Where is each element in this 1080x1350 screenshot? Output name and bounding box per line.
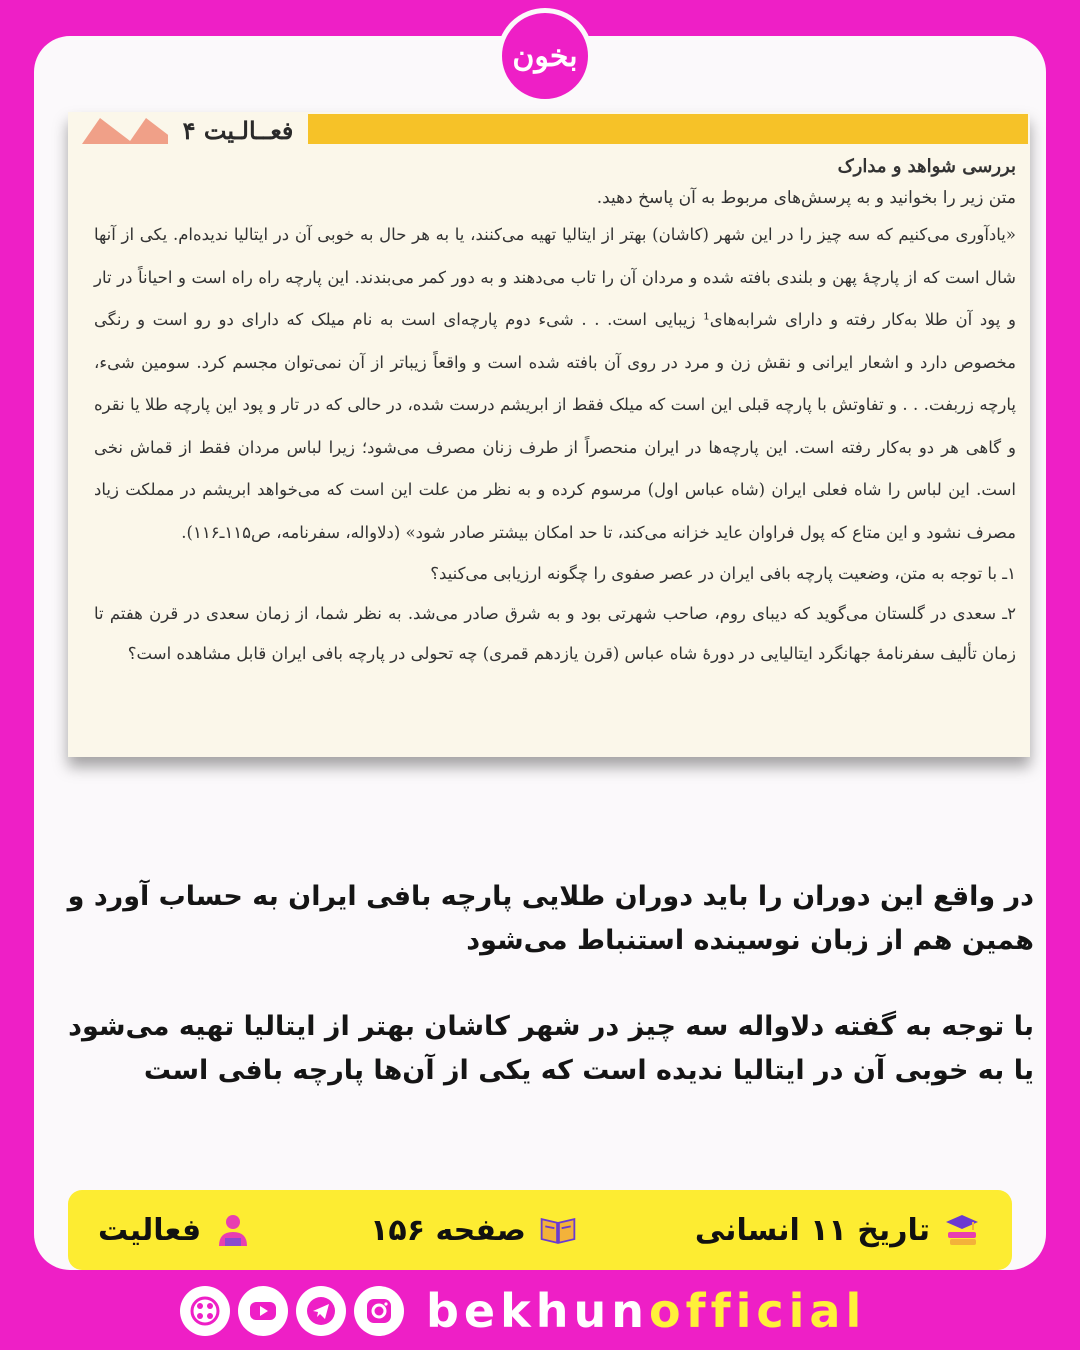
- activity-quote: «یادآوری می‌کنیم که سه چیز را در این شهر (کاشان) بهتر از ایتالیا تهیه می‌کنند، یا به هر حال به خوبی آن در ایتالیا ندیده‌ام. یکی از آنها شال است که از پارچهٔ پهن و بلندی بافته شده و مردان آن را تاب می‌دهند و به دور کمر می‌بندند. این پارچه راه راه است و احیاناً در تار و پود آن طلا به‌کار رفته و دارای شرابه‌های¹ زیبایی است. . . شیء دوم پارچه‌ای است به نام میلک که دارای دو رو است و رنگی مخصوص دارد و اشعار ایرانی و نقش زن و مرد در روی آن بافته شده است و واقعاً زیباتر از آن نمی‌توان مجسم کرد. سومین شیء، پارچه زربفت. . . و تفاوتش با پارچه قبلی این است که میلک فقط از ابریشم درست شده، در حالی که در تار و پود این پارچه طلا یا نقره و گاهی هر دو به‌کار رفته است. این پارچه‌ها در ایران منحصراً از طرف زنان مصرف می‌شود؛ زیرا لباس مردان فقط از قماش نخی است. این لباس را شاه فعلی ایران (شاه عباس اول) مرسوم کرده و به نظر من علت این است که می‌خواهد ابریشم در مملکت زیاد مصرف نشود و این متاع که پول فراوان عاید خزانه می‌کند، تا حد امکان بیشتر صادر شود» (دلاواله، سفرنامه، ص۱۱۵ـ۱۱۶).: [94, 225, 1016, 542]
- activity-body: [94, 152, 1016, 747]
- info-book-label: تاریخ ۱۱ انسانی: [694, 1212, 930, 1248]
- footer: [180, 1283, 900, 1339]
- youtube-icon: [247, 1295, 279, 1327]
- logo: [497, 8, 593, 104]
- aparat-link[interactable]: [180, 1286, 230, 1336]
- instagram-icon: [363, 1295, 395, 1327]
- telegram-link[interactable]: [296, 1286, 346, 1336]
- answer-2: با توجه به گفته دلاواله سه چیز در شهر کاشان بهتر از ایتالیا تهیه می‌شود یا به خوبی آن در ایتالیا ندیده است که یکی از آن‌ها پارچه بافی است: [68, 1011, 1034, 1086]
- question-2: ۲ـ سعدی در گلستان می‌گوید که دیبای روم، صاحب شهرتی بود و به شرق صادر می‌شد. به نظر شما، از زمان سعدی در قرن هفتم تا زمان تألیف سفرنامهٔ جهانگرد ایتالیایی در دورهٔ شاه عباس (قرن یازدهم قمری) چه تحولی در پارچه بافی ایران قابل مشاهده است؟: [94, 604, 1016, 663]
- answer-1: در واقع این دوران را باید دوران طلایی پارچه بافی ایران به حساب آورد و همین هم از زبان نوسینده استنباط می‌شود: [67, 881, 1034, 956]
- aparat-icon: [189, 1295, 221, 1327]
- info-type-label: فعالیت: [98, 1212, 202, 1248]
- activity-subtitle: بررسی شواهد و مدارک: [837, 156, 1016, 177]
- info-item-book: [695, 1210, 982, 1250]
- telegram-icon: [305, 1295, 337, 1327]
- instagram-link[interactable]: [354, 1286, 404, 1336]
- activity-instruction: متن زیر را بخوانید و به پرسش‌های مربوط به آن پاسخ دهید.: [596, 188, 1016, 208]
- brand-accent: official: [648, 1284, 867, 1338]
- youtube-link[interactable]: [238, 1286, 288, 1336]
- brand-main: bekhun: [426, 1284, 649, 1338]
- textbook-scan: [68, 112, 1030, 757]
- teacher-icon: [213, 1210, 253, 1250]
- info-item-page: [370, 1210, 578, 1250]
- header-stripe: [308, 114, 1028, 144]
- open-book-icon: [538, 1210, 578, 1250]
- activity-title-tab: [168, 112, 308, 148]
- info-bar: [68, 1190, 1012, 1270]
- info-page-label: صفحه ۱۵۶: [370, 1212, 526, 1248]
- brand-handle: [426, 1284, 866, 1338]
- info-item-type: [98, 1210, 253, 1250]
- graduation-books-icon: [942, 1210, 982, 1250]
- triangle-decoration-icon: [82, 118, 134, 144]
- logo-text: بخون: [512, 38, 578, 74]
- question-1: ۱ـ با توجه به متن، وضعیت پارچه بافی ایران در عصر صفوی را چگونه ارزیابی می‌کنید؟: [430, 564, 1016, 583]
- activity-header: [68, 112, 1030, 148]
- activity-title: فعــالـیت ۴: [182, 115, 294, 145]
